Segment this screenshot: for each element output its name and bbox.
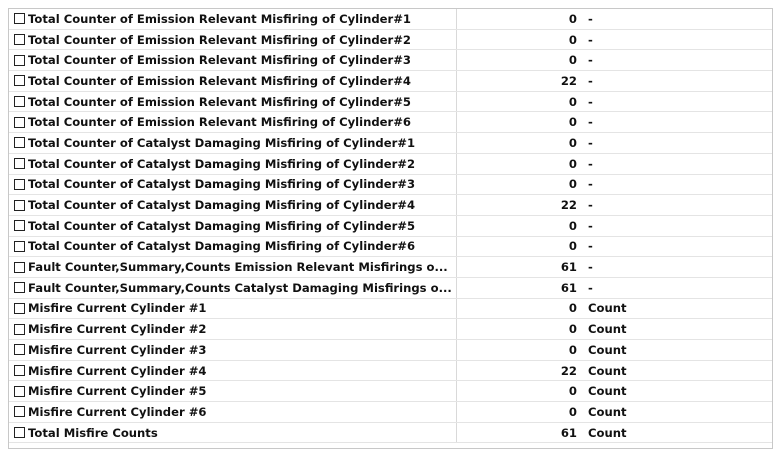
parameter-label: Total Counter of Catalyst Damaging Misfiring of Cylinder#4 [28,198,416,213]
parameter-label: Total Counter of Emission Relevant Misfiring of Cylinder#3 [28,53,412,68]
parameter-value: 0 [568,218,577,233]
data-list-panel [8,8,773,449]
row-checkbox[interactable] [14,282,25,293]
table-row[interactable] [9,340,772,361]
parameter-unit: - [588,239,593,254]
row-checkbox[interactable] [14,303,25,314]
parameter-unit: - [588,156,593,171]
row-checkbox[interactable] [14,386,25,397]
parameter-value: 22 [560,363,577,378]
parameter-label: Misfire Current Cylinder #6 [28,404,207,419]
parameter-value: 0 [568,239,577,254]
parameter-label: Total Counter of Catalyst Damaging Misfiring of Cylinder#6 [28,239,416,254]
row-checkbox[interactable] [14,200,25,211]
row-checkbox[interactable] [14,55,25,66]
table-row[interactable] [9,278,772,299]
parameter-unit: Count [588,363,627,378]
table-row[interactable] [9,9,772,30]
table-row[interactable] [9,319,772,340]
parameter-name-cell [9,133,457,153]
table-row[interactable] [9,237,772,258]
table-row[interactable] [9,92,772,113]
parameter-value: 22 [560,73,577,88]
parameter-value: 0 [568,384,577,399]
parameter-unit: Count [588,322,627,337]
parameter-unit: - [588,53,593,68]
table-row[interactable] [9,257,772,278]
parameter-value: 61 [560,260,577,275]
table-row[interactable] [9,195,772,216]
parameter-label: Misfire Current Cylinder #3 [28,342,207,357]
row-checkbox[interactable] [14,179,25,190]
parameter-unit: Count [588,384,627,399]
parameter-label: Total Counter of Emission Relevant Misfiring of Cylinder#5 [28,94,412,109]
parameter-label: Total Counter of Emission Relevant Misfiring of Cylinder#6 [28,115,412,130]
parameter-unit: Count [588,425,627,440]
table-row[interactable] [9,133,772,154]
parameter-value: 0 [568,32,577,47]
parameter-value: 0 [568,301,577,316]
row-checkbox[interactable] [14,137,25,148]
parameter-value: 0 [568,94,577,109]
row-checkbox[interactable] [14,262,25,273]
table-row[interactable] [9,402,772,423]
parameter-label: Total Counter of Emission Relevant Misfiring of Cylinder#4 [28,73,412,88]
parameter-name-cell [9,175,457,195]
parameter-name-cell [9,361,457,381]
row-checkbox[interactable] [14,324,25,335]
parameter-label: Total Counter of Catalyst Damaging Misfiring of Cylinder#3 [28,177,416,192]
row-checkbox[interactable] [14,96,25,107]
parameter-value: 22 [560,198,577,213]
parameter-value: 0 [568,53,577,68]
table-row[interactable] [9,381,772,402]
row-checkbox[interactable] [14,427,25,438]
parameter-value: 0 [568,135,577,150]
parameter-label: Misfire Current Cylinder #2 [28,322,207,337]
parameter-name-cell [9,154,457,174]
parameter-value: 61 [560,280,577,295]
parameter-name-cell [9,340,457,360]
parameter-label: Total Misfire Counts [28,425,158,440]
parameter-label: Total Counter of Catalyst Damaging Misfiring of Cylinder#5 [28,218,416,233]
table-row[interactable] [9,50,772,71]
parameter-value: 0 [568,156,577,171]
parameter-unit: - [588,32,593,47]
parameter-unit: - [588,218,593,233]
parameter-label: Total Counter of Catalyst Damaging Misfiring of Cylinder#1 [28,135,416,150]
parameter-unit: - [588,73,593,88]
table-row[interactable] [9,423,772,444]
data-list-grid [9,9,772,443]
parameter-unit: - [588,11,593,26]
parameter-unit: - [588,177,593,192]
table-row[interactable] [9,175,772,196]
parameter-name-cell [9,299,457,319]
parameter-name-cell [9,92,457,112]
parameter-value: 61 [560,425,577,440]
parameter-name-cell [9,319,457,339]
parameter-unit: - [588,260,593,275]
parameter-name-cell [9,381,457,401]
table-row[interactable] [9,154,772,175]
parameter-name-cell [9,402,457,422]
parameter-value: 0 [568,342,577,357]
parameter-name-cell [9,30,457,50]
parameter-value: 0 [568,404,577,419]
row-checkbox[interactable] [14,344,25,355]
parameter-unit: - [588,280,593,295]
row-checkbox[interactable] [14,220,25,231]
row-checkbox[interactable] [14,365,25,376]
parameter-name-cell [9,216,457,236]
row-checkbox[interactable] [14,406,25,417]
parameter-name-cell [9,423,457,443]
parameter-label: Total Counter of Emission Relevant Misfiring of Cylinder#2 [28,32,412,47]
table-row[interactable] [9,361,772,382]
parameter-unit: - [588,94,593,109]
row-checkbox[interactable] [14,158,25,169]
parameter-label: Total Counter of Emission Relevant Misfiring of Cylinder#1 [28,11,412,26]
table-row[interactable] [9,112,772,133]
parameter-name-cell [9,257,457,277]
parameter-value: 0 [568,11,577,26]
parameter-name-cell [9,237,457,257]
parameter-unit: - [588,198,593,213]
parameter-label: Fault Counter,Summary,Counts Emission Relevant Misfirings o... [28,260,448,275]
parameter-unit: Count [588,301,627,316]
parameter-value: 0 [568,177,577,192]
parameter-name-cell [9,9,457,29]
row-checkbox[interactable] [14,13,25,24]
parameter-name-cell [9,71,457,91]
parameter-unit: - [588,115,593,130]
parameter-name-cell [9,278,457,298]
parameter-unit: Count [588,404,627,419]
parameter-name-cell [9,112,457,132]
table-row[interactable] [9,71,772,92]
table-row[interactable] [9,216,772,237]
parameter-label: Total Counter of Catalyst Damaging Misfiring of Cylinder#2 [28,156,416,171]
parameter-name-cell [9,50,457,70]
table-row[interactable] [9,30,772,51]
row-checkbox[interactable] [14,75,25,86]
parameter-unit: - [588,135,593,150]
parameter-label: Fault Counter,Summary,Counts Catalyst Damaging Misfirings o... [28,280,452,295]
parameter-label: Misfire Current Cylinder #5 [28,384,207,399]
table-row[interactable] [9,299,772,320]
parameter-value: 0 [568,115,577,130]
parameter-label: Misfire Current Cylinder #4 [28,363,207,378]
parameter-label: Misfire Current Cylinder #1 [28,301,207,316]
parameter-name-cell [9,195,457,215]
parameter-value: 0 [568,322,577,337]
row-checkbox[interactable] [14,34,25,45]
parameter-unit: Count [588,342,627,357]
row-checkbox[interactable] [14,117,25,128]
row-checkbox[interactable] [14,241,25,252]
